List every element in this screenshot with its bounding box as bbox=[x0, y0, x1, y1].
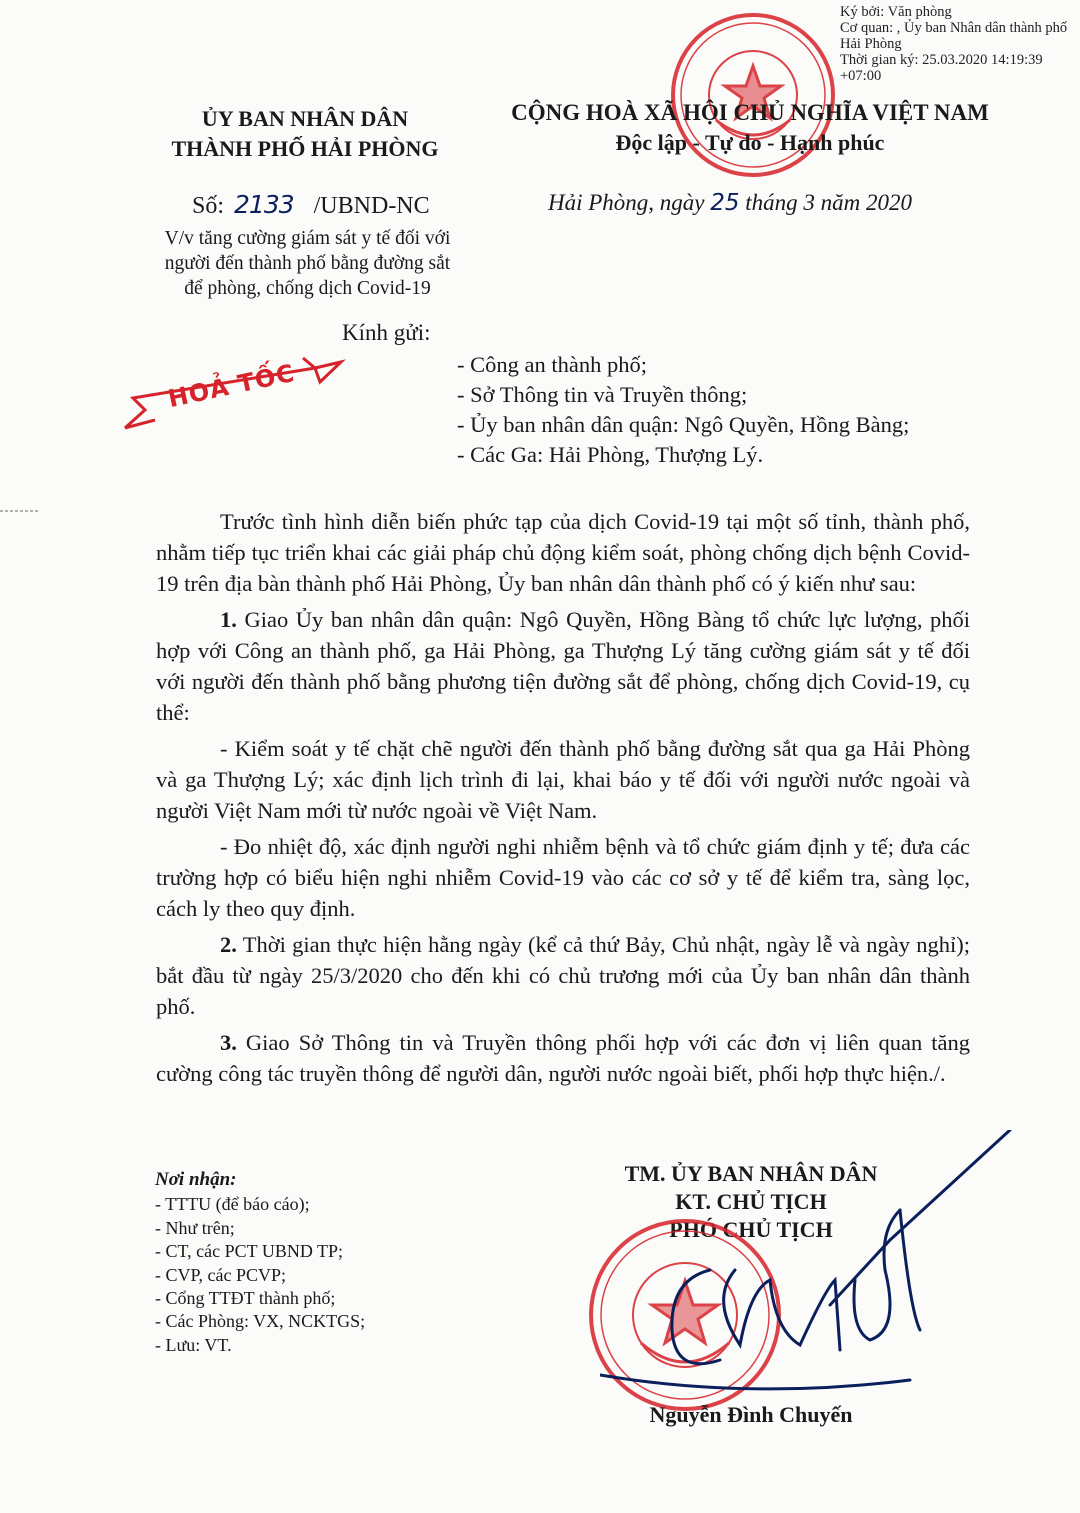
recipient-item: - Công an thành phố; bbox=[457, 352, 647, 377]
item-2-paragraph bbox=[156, 929, 970, 1022]
scan-edge-mark bbox=[0, 505, 40, 517]
recipient-item: - Sở Thông tin và Truyền thông; bbox=[457, 382, 748, 407]
signer-name: Nguyễn Đình Chuyến bbox=[649, 1402, 853, 1427]
recipients-list bbox=[457, 350, 909, 470]
doc-number-prefix: Số: bbox=[192, 193, 225, 219]
receiver-item: - CVP, các PCVP; bbox=[155, 1264, 287, 1285]
item-1-text: Giao Ủy ban nhân dân quận: Ngô Quyền, Hồng Bàng tổ chức lực lượng, phối hợp với Công an thành phố, ga Hải Phòng, ga Thượng Lý tăng cường giám sát y tế đối với người đến thành phố bằng phương tiện đường sắt để phòng, chống dịch Covid-19, cụ thể: bbox=[156, 607, 971, 725]
receiver-item: - Như trên; bbox=[155, 1217, 235, 1238]
bullet-1-paragraph: - Kiểm soát y tế chặt chẽ người đến thành phố bằng đường sắt qua ga Hải Phòng và ga Thượng Lý; xác định lịch trình đi lại, khai báo y tế đối với người nước ngoài và người Việt Nam mới từ nước ngoài về Việt Nam. bbox=[156, 736, 970, 823]
subject-line-3: để phòng, chống dịch Covid-19 bbox=[184, 278, 431, 299]
kinh-gui-label: Kính gửi: bbox=[342, 320, 431, 345]
doc-number-handwritten: 2133 bbox=[234, 190, 294, 219]
item-2-number: 2. bbox=[220, 932, 237, 957]
item-2-text: Thời gian thực hiện hằng ngày (kể cả thứ Bảy, Chủ nhật, ngày lễ và ngày nghỉ); bắt đầu từ ngày 25/3/2020 cho đến khi có chủ trương mới của Ủy ban nhân dân thành phố. bbox=[156, 932, 970, 1019]
place-and-date bbox=[548, 190, 912, 216]
digital-signature-info bbox=[840, 4, 1076, 84]
item-3-number: 3. bbox=[220, 1030, 237, 1055]
org-line-1: ỦY BAN NHÂN DÂN bbox=[201, 106, 409, 131]
recipient-item: - Các Ga: Hải Phòng, Thượng Lý. bbox=[457, 442, 764, 467]
signed-by: Ký bởi: Văn phòng bbox=[840, 4, 952, 20]
signature-title-1: TM. ỦY BAN NHÂN DÂN bbox=[624, 1161, 878, 1186]
item-1-paragraph bbox=[156, 604, 970, 728]
national-title: CỘNG HOÀ XÃ HỘI CHỦ NGHĨA VIỆT NAM bbox=[511, 100, 989, 125]
issuing-organization bbox=[150, 104, 460, 164]
intro-paragraph: Trước tình hình diễn biến phức tạp của dịch Covid-19 tại một số tỉnh, thành phố, nhằm tiếp tục triển khai các giải pháp chủ động kiểm soát, phòng chống dịch bệnh Covid-19 trên địa bàn thành phố Hải Phòng, Ủy ban nhân dân thành phố có ý kiến như sau: bbox=[156, 509, 970, 596]
handwritten-day: 25 bbox=[710, 190, 740, 216]
handwritten-signature bbox=[600, 1130, 1020, 1400]
receiver-item: - Lưu: VT. bbox=[155, 1334, 232, 1355]
national-motto bbox=[500, 98, 1000, 158]
receiver-item: - CT, các PCT UBND TP; bbox=[155, 1241, 343, 1262]
receiver-item: - Cổng TTĐT thành phố; bbox=[155, 1288, 336, 1309]
document-number bbox=[192, 190, 430, 220]
receivers-heading: Nơi nhận: bbox=[155, 1169, 237, 1190]
doc-number-suffix: /UBND-NC bbox=[313, 193, 430, 219]
item-3-paragraph bbox=[156, 1027, 970, 1089]
item-1-number: 1. bbox=[220, 607, 237, 632]
item-3-text: Giao Sở Thông tin và Truyền thông phối hợp với các đơn vị liên quan tăng cường công tác truyền thông để người dân, người nước ngoài biết, phối hợp thực hiện./. bbox=[156, 1030, 970, 1086]
urgent-stamp-text: HOẢ TỐC bbox=[165, 358, 298, 414]
receiver-item: - TTTU (để báo cáo); bbox=[155, 1194, 310, 1215]
recipient-item: - Ủy ban nhân dân quận: Ngô Quyền, Hồng Bàng; bbox=[457, 412, 910, 437]
signing-time: Thời gian ký: 25.03.2020 14:19:39 +07:00 bbox=[840, 52, 1043, 84]
urgent-stamp bbox=[115, 350, 355, 440]
subject-line-1: V/v tăng cường giám sát y tế đối với bbox=[164, 228, 451, 249]
org-line-2: THÀNH PHỐ HẢI PHÒNG bbox=[171, 136, 439, 161]
document-body bbox=[156, 506, 970, 1089]
national-slogan: Độc lập - Tự do - Hạnh phúc bbox=[615, 130, 885, 155]
signing-agency: Cơ quan: , Ủy ban Nhân dân thành phố Hải Phòng bbox=[840, 20, 1068, 52]
receivers-block bbox=[155, 1168, 365, 1357]
signature-title-3: PHÓ CHỦ TỊCH bbox=[669, 1217, 833, 1242]
subject-line-2: người đến thành phố bằng đường sắt bbox=[164, 253, 451, 274]
place-date-before: Hải Phòng, ngày bbox=[548, 190, 705, 215]
signature-title-2: KT. CHỦ TỊCH bbox=[675, 1189, 827, 1214]
place-date-after: tháng 3 năm 2020 bbox=[745, 190, 913, 215]
bullet-2-paragraph: - Đo nhiệt độ, xác định người nghi nhiễm bệnh và tổ chức giám định y tế; đưa các trường hợp có biểu hiện nghi nhiễm Covid-19 vào các cơ sở y tế để kiểm tra, sàng lọc, cách ly theo quy định. bbox=[156, 834, 970, 921]
document-subject bbox=[140, 226, 475, 301]
receiver-item: - Các Phòng: VX, NCKTGS; bbox=[155, 1311, 366, 1332]
